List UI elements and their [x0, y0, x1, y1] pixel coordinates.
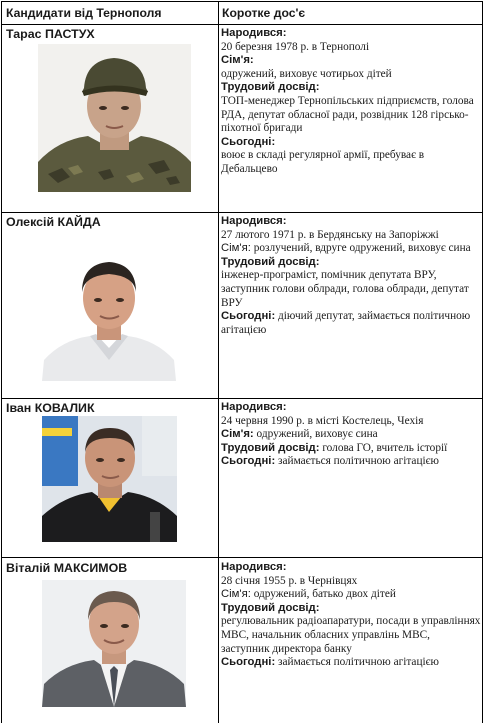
- today-value: воює в складі регулярної армії, пребуває в Дебальцево: [221, 149, 425, 175]
- today-label: Сьогодні:: [221, 135, 276, 148]
- candidate-name: Іван КОВАЛИК: [6, 401, 95, 415]
- born-value: 28 січня 1955 р. в Чернівцях: [221, 574, 358, 587]
- candidate-name: Олексій КАЙДА: [6, 215, 101, 229]
- candidate-photo: [38, 44, 191, 192]
- work-value: голова ГО, вчитель історії: [322, 441, 448, 454]
- row-divider: [2, 24, 482, 25]
- today-label: Сьогодні:: [221, 455, 276, 468]
- candidate-photo: [42, 248, 176, 381]
- family-label: Сім'я:: [221, 588, 251, 601]
- born-value: 24 червня 1990 р. в місті Костелець, Чехія: [221, 414, 424, 427]
- candidate-dossier: [221, 561, 481, 670]
- column-divider: [218, 2, 219, 723]
- born-label: Народився:: [221, 215, 287, 227]
- work-value: регулювальник радіоапаратури, посади в управліннях МВС, начальник обласних управлінь МВС, заступник директора банку: [221, 615, 481, 655]
- born-label: Народився:: [221, 561, 287, 573]
- candidate-dossier: [221, 401, 481, 469]
- header-dossier: Коротке дос'є: [222, 6, 306, 20]
- candidate-dossier: [221, 27, 481, 177]
- row-divider: [2, 398, 482, 399]
- candidates-table: [1, 1, 483, 723]
- today-value: діючий депутат, займається політичною агітацією: [221, 310, 471, 336]
- row-divider: [2, 557, 482, 558]
- family-label: Сім'я:: [221, 428, 254, 441]
- family-value: одружений, виховує чотирьох дітей: [221, 67, 392, 80]
- candidate-name: Віталій МАКСИМОВ: [6, 561, 128, 575]
- born-value: 27 лютого 1971 р. в Бердянську на Запоріжжі: [221, 228, 439, 241]
- born-label: Народився:: [221, 401, 287, 413]
- candidate-photo: [42, 416, 177, 542]
- family-value: одружений, виховує сина: [256, 428, 378, 441]
- today-label: Сьогодні:: [221, 656, 276, 669]
- work-label: Трудовий досвід:: [221, 441, 320, 454]
- family-label: Сім'я:: [221, 54, 254, 67]
- today-label: Сьогодні:: [221, 310, 276, 323]
- work-value: ТОП-менеджер Тернопільських підприємств, голова РДА, депутат обласної ради, розвідник 128 гірсько-піхотної бригади: [221, 94, 474, 135]
- born-label: Народився:: [221, 27, 287, 39]
- today-value: займається політичною агітацією: [278, 656, 439, 669]
- today-value: займається політичною агітацією: [278, 455, 439, 468]
- candidate-photo: [42, 580, 186, 707]
- work-label: Трудовий досвід:: [221, 601, 320, 614]
- work-value: інженер-програміст, помічник депутата ВРУ, заступник голови облради, голова облради, депутат ВРУ: [221, 269, 469, 309]
- family-value: розлучений, вдруге одружений, виховує сина: [253, 242, 471, 255]
- work-label: Трудовий досвід:: [221, 81, 320, 94]
- family-value: одружений, батько двох дітей: [253, 588, 396, 601]
- work-label: Трудовий досвід:: [221, 255, 320, 268]
- candidate-dossier: [221, 215, 481, 337]
- family-label: Сім'я:: [221, 242, 251, 255]
- header-candidates: Кандидати від Тернополя: [6, 6, 162, 20]
- born-value: 20 березня 1978 р. в Тернополі: [221, 40, 370, 53]
- row-divider: [2, 212, 482, 213]
- candidate-name: Тарас ПАСТУХ: [6, 27, 95, 41]
